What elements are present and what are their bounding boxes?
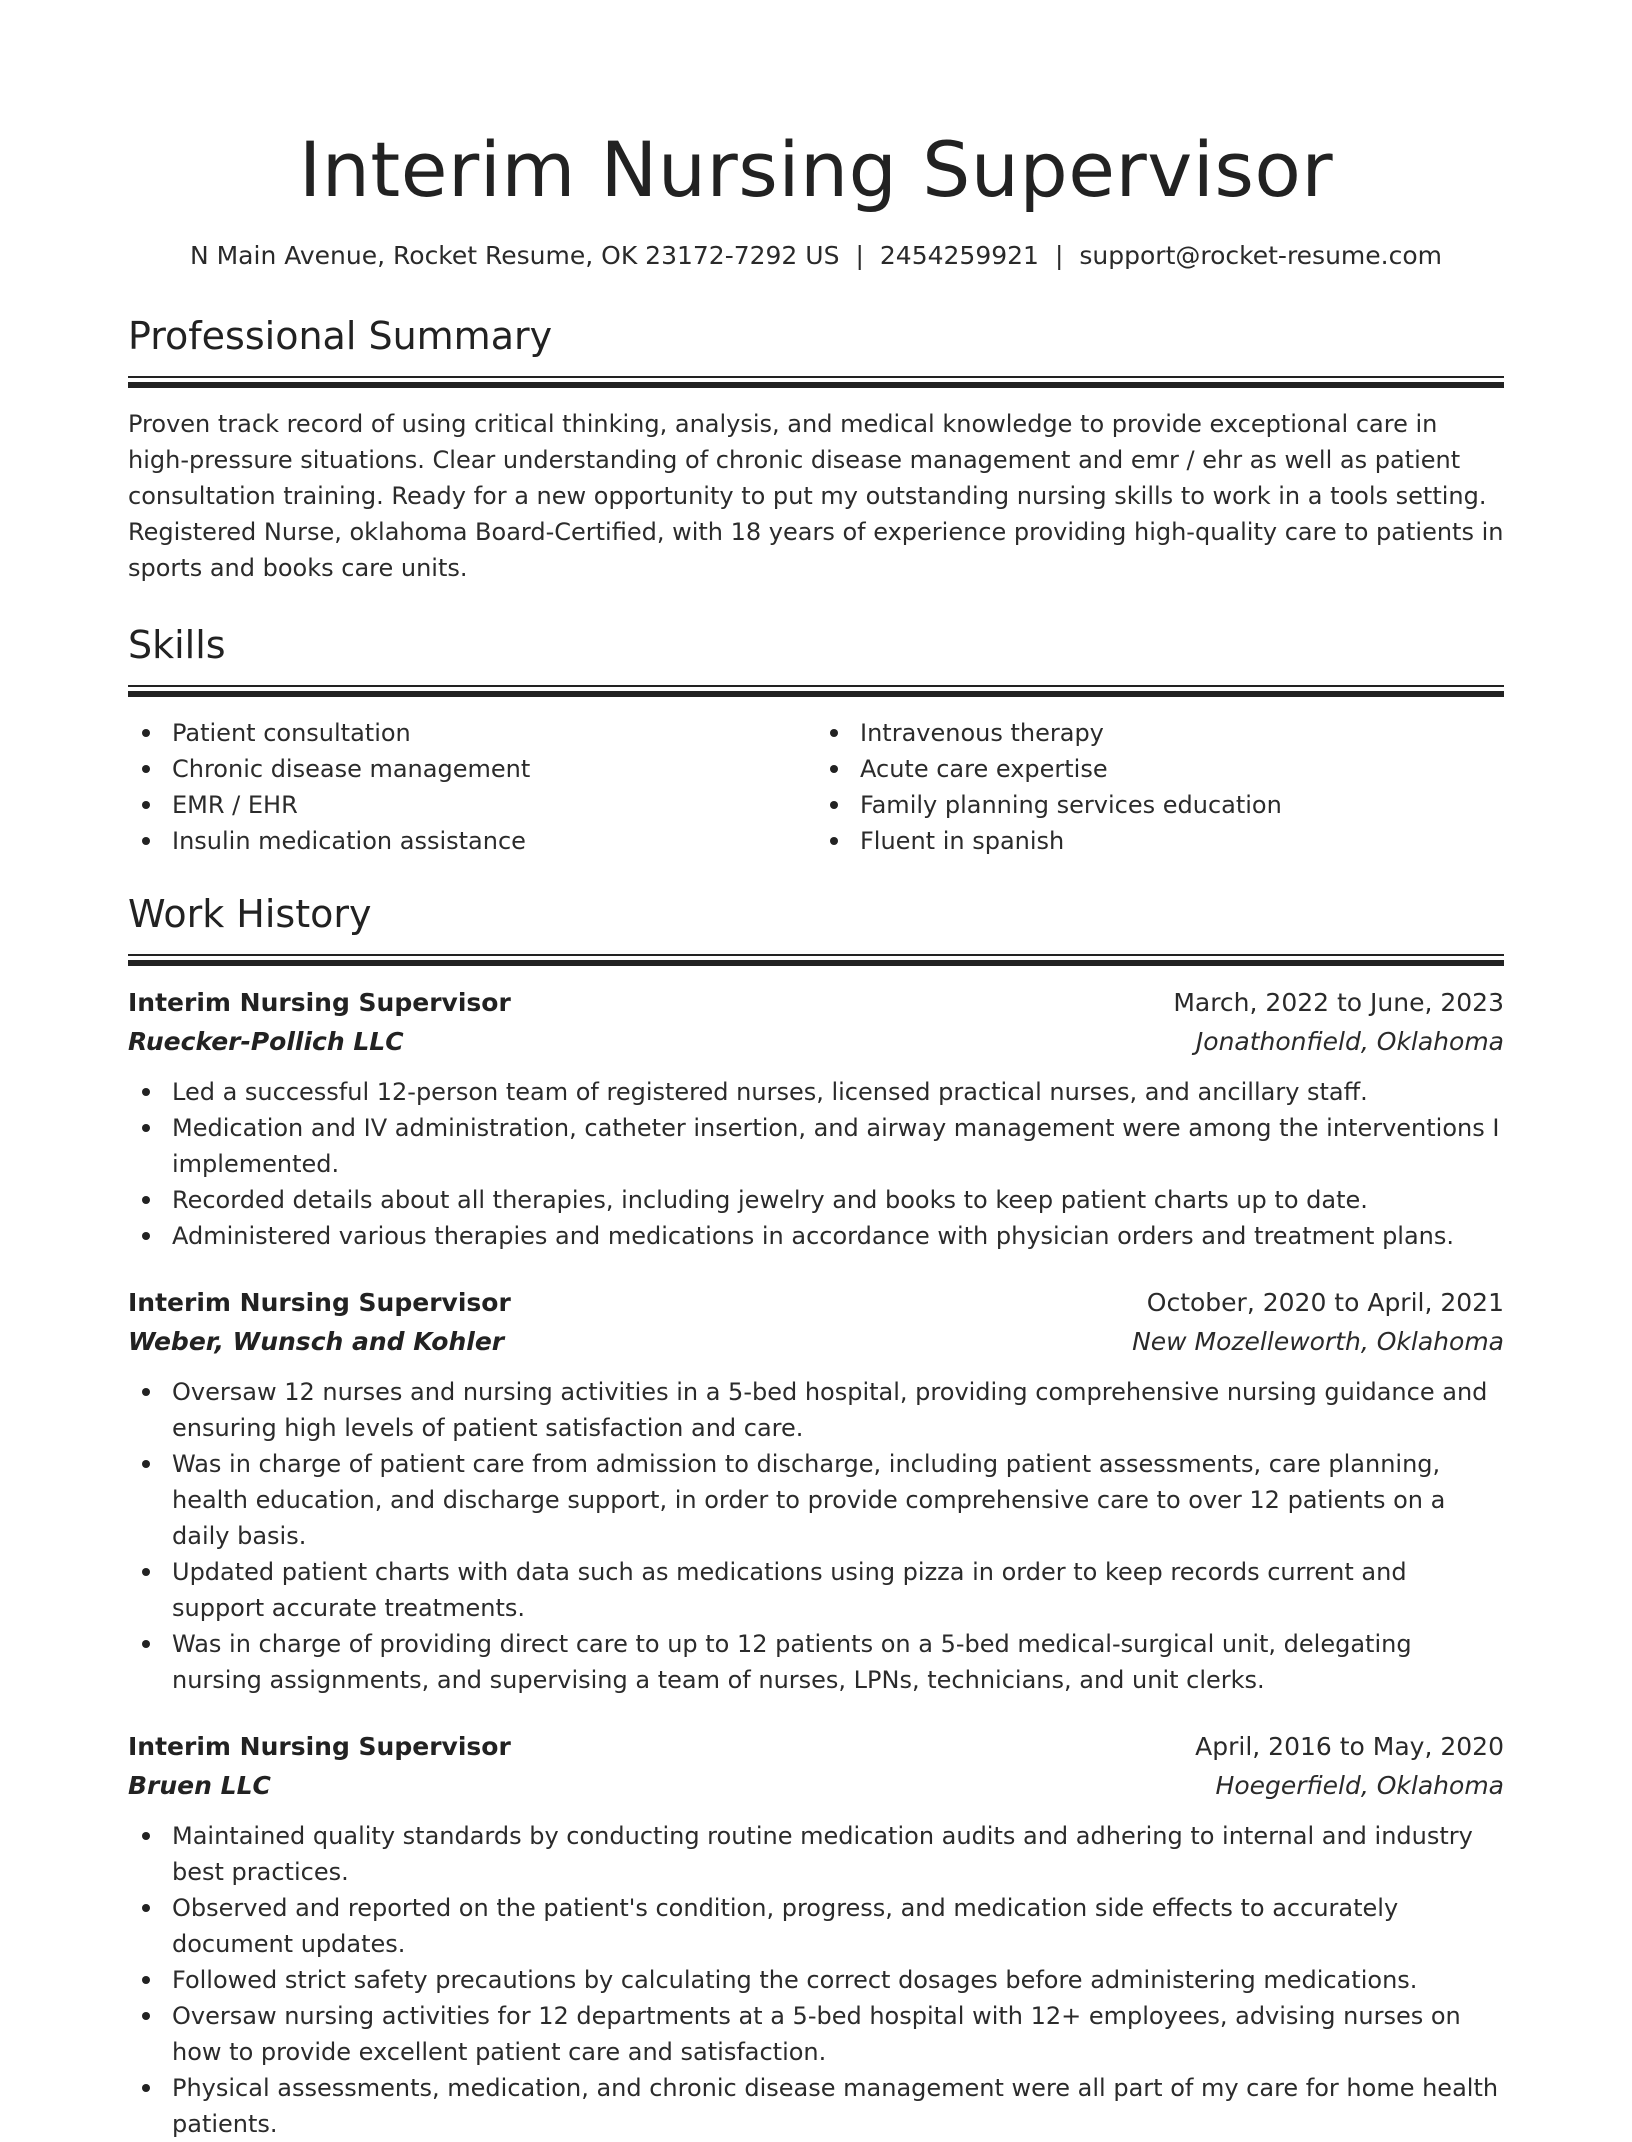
contact-phone: 2454259921 bbox=[879, 241, 1039, 270]
skill-item: Family planning services education bbox=[816, 787, 1504, 823]
job-bullet: Medication and IV administration, catheter insertion, and airway management were among the interventions I implemented. bbox=[128, 1110, 1504, 1182]
job-dates: October, 2020 to April, 2021 bbox=[1146, 1288, 1504, 1317]
skills-column-left bbox=[128, 715, 816, 859]
work-history-heading: Work History bbox=[128, 892, 372, 936]
job-location: Jonathonfield, Oklahoma bbox=[1195, 1027, 1504, 1056]
skill-item: Intravenous therapy bbox=[816, 715, 1504, 751]
job-subheader bbox=[128, 1022, 1504, 1062]
skill-item: Insulin medication assistance bbox=[128, 823, 816, 859]
job-entry bbox=[128, 1284, 1504, 1698]
skill-item: Chronic disease management bbox=[128, 751, 816, 787]
job-bullet: Followed strict safety precautions by calculating the correct dosages before administering medications. bbox=[128, 1962, 1504, 1998]
skills-heading: Skills bbox=[128, 623, 226, 667]
job-bullet: Oversaw nursing activities for 12 departments at a 5-bed hospital with 12+ employees, advising nurses on how to provide excellent patient care and satisfaction. bbox=[128, 1998, 1504, 2070]
summary-text: Proven track record of using critical thinking, analysis, and medical knowledge to provide exceptional care in high-pressure situations. Clear understanding of chronic disease management and emr / ehr as well as patient consultation training. Ready for a new opportunity to put my outstanding nursing skills to work in a tools setting. Registered Nurse, oklahoma Board-Certified, with 18 years of experience providing high-quality care to patients in sports and books care units. bbox=[128, 410, 1504, 582]
skills-column-right bbox=[816, 715, 1504, 859]
job-subheader bbox=[128, 1322, 1504, 1362]
resume-name: Interim Nursing Supervisor bbox=[298, 125, 1334, 214]
job-bullet: Physical assessments, medication, and chronic disease management were all part of my care for home health patients. bbox=[128, 2070, 1504, 2142]
job-entry bbox=[128, 984, 1504, 1254]
summary-heading: Professional Summary bbox=[128, 314, 553, 358]
job-title: Interim Nursing Supervisor bbox=[128, 988, 511, 1017]
section-divider bbox=[128, 685, 1504, 697]
skill-item: EMR / EHR bbox=[128, 787, 816, 823]
job-dates: April, 2016 to May, 2020 bbox=[1195, 1732, 1504, 1761]
contact-email: support@rocket-resume.com bbox=[1079, 241, 1443, 270]
job-title: Interim Nursing Supervisor bbox=[128, 1732, 511, 1761]
contact-line bbox=[128, 238, 1504, 274]
job-bullet: Administered various therapies and medications in accordance with physician orders and treatment plans. bbox=[128, 1218, 1504, 1254]
job-company: Weber, Wunsch and Kohler bbox=[128, 1327, 505, 1356]
job-company: Ruecker-Pollich LLC bbox=[128, 1027, 404, 1056]
job-header bbox=[128, 984, 1504, 1022]
job-bullet: Observed and reported on the patient's condition, progress, and medication side effects to accurately document updates. bbox=[128, 1890, 1504, 1962]
skills-list bbox=[128, 715, 1504, 859]
job-bullets bbox=[128, 1374, 1504, 1698]
job-company: Bruen LLC bbox=[128, 1771, 271, 1800]
section-divider bbox=[128, 376, 1504, 388]
job-bullet: Was in charge of providing direct care to up to 12 patients on a 5-bed medical-surgical unit, delegating nursing assignments, and supervising a team of nurses, LPNs, technicians, and unit clerks. bbox=[128, 1626, 1504, 1698]
job-bullet: Updated patient charts with data such as medications using pizza in order to keep records current and support accurate treatments. bbox=[128, 1554, 1504, 1626]
job-header bbox=[128, 1284, 1504, 1322]
job-bullet: Was in charge of patient care from admission to discharge, including patient assessments, care planning, health education, and discharge support, in order to provide comprehensive care to over 12 patients on a daily basis. bbox=[128, 1446, 1504, 1554]
contact-separator: | bbox=[1054, 241, 1064, 270]
skill-item: Acute care expertise bbox=[816, 751, 1504, 787]
contact-separator: | bbox=[855, 241, 864, 270]
job-bullet: Led a successful 12-person team of registered nurses, licensed practical nurses, and ancillary staff. bbox=[128, 1074, 1504, 1110]
job-bullet: Recorded details about all therapies, including jewelry and books to keep patient charts up to date. bbox=[128, 1182, 1504, 1218]
job-location: New Mozelleworth, Oklahoma bbox=[1132, 1327, 1504, 1356]
contact-address: N Main Avenue, Rocket Resume, OK 23172-7292 US bbox=[189, 241, 840, 270]
job-subheader bbox=[128, 1766, 1504, 1806]
job-dates: March, 2022 to June, 2023 bbox=[1173, 988, 1504, 1017]
job-header bbox=[128, 1728, 1504, 1766]
job-bullet: Oversaw 12 nurses and nursing activities in a 5-bed hospital, providing comprehensive nursing guidance and ensuring high levels of patient satisfaction and care. bbox=[128, 1374, 1504, 1446]
job-bullet: Maintained quality standards by conducting routine medication audits and adhering to internal and industry best practices. bbox=[128, 1818, 1504, 1890]
job-bullets bbox=[128, 1074, 1504, 1254]
job-title: Interim Nursing Supervisor bbox=[128, 1288, 511, 1317]
job-entry bbox=[128, 1728, 1504, 2142]
job-location: Hoegerfield, Oklahoma bbox=[1215, 1771, 1504, 1800]
section-divider bbox=[128, 954, 1504, 966]
job-bullets bbox=[128, 1818, 1504, 2142]
skill-item: Patient consultation bbox=[128, 715, 816, 751]
skill-item: Fluent in spanish bbox=[816, 823, 1504, 859]
